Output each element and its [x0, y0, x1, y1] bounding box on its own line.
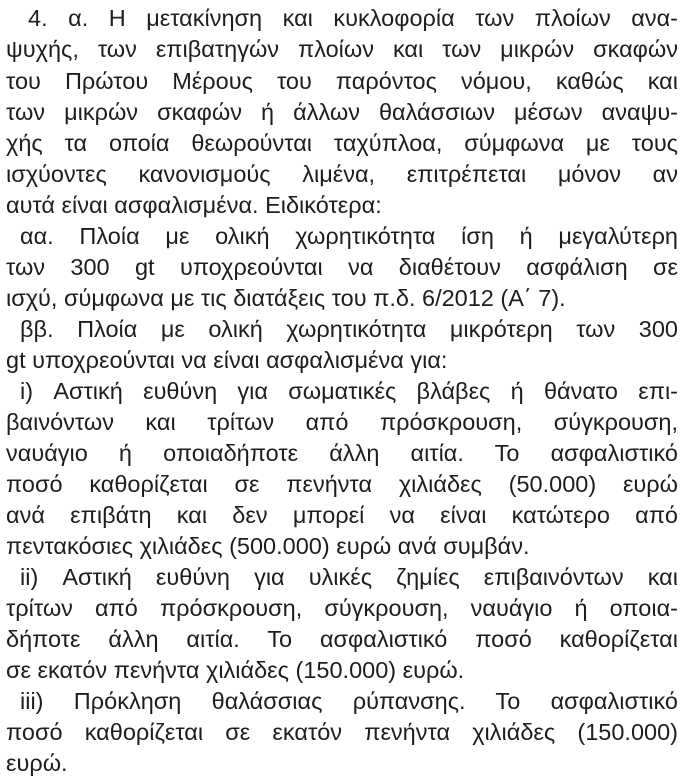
- paragraph-i-line-1: i) Αστική ευθύνη για σωματικές βλάβες ή θάνατο επι-: [20, 378, 678, 404]
- paragraph-ii-line-2: τρίτων από πρόσκρουση, σύγκρουση, ναυάγιο ή οποια-: [6, 595, 678, 621]
- paragraph-i-line-6: πεντακόσιες χιλιάδες (500.000) ευρώ ανά συμβάν.: [6, 533, 530, 559]
- paragraph-ii-line-4: σε εκατόν πενήντα χιλιάδες (150.000) ευρώ.: [6, 657, 465, 683]
- paragraph-1-line-6: ισχύοντες κανονισμούς λιμένα, επιτρέπεται μόνον αν: [6, 161, 678, 187]
- paragraph-1-line-4: των μικρών σκαφών ή άλλων θαλάσσιων μέσων αναψυ-: [6, 99, 678, 125]
- paragraph-1-line-3: του Πρώτου Μέρους του παρόντος νόμου, καθώς και: [6, 68, 678, 94]
- paragraph-1-line-7: αυτά είναι ασφαλισμένα. Ειδικότερα:: [6, 192, 382, 218]
- paragraph-1-line-2: ψυχής, των επιβατηγών πλοίων και των μικρών σκαφών: [6, 36, 678, 62]
- paragraph-iii-line-2: ποσό καθορίζεται σε εκατόν πενήντα χιλιάδες (150.000): [6, 719, 678, 745]
- paragraph-aa-line-1: αα. Πλοία με ολική χωρητικότητα ίση ή μεγαλύτερη: [20, 223, 678, 249]
- paragraph-iii-line-1: iii) Πρόκληση θαλάσσιας ρύπανσης. Το ασφαλιστικό: [20, 688, 678, 714]
- paragraph-i-line-3: ναυάγιο ή οποιαδήποτε άλλη αιτία. Το ασφαλιστικό: [6, 440, 678, 466]
- paragraph-aa-line-3: ισχύ, σύμφωνα με τις διατάξεις του π.δ. 6/2012 (Α΄ 7).: [6, 285, 566, 311]
- paragraph-bb-line-1: ββ. Πλοία με ολική χωρητικότητα μικρότερη των 300: [20, 316, 678, 342]
- paragraph-ii-line-3: δήποτε άλλη αιτία. Το ασφαλιστικό ποσό καθορίζεται: [6, 626, 678, 652]
- paragraph-aa-line-2: των 300 gt υποχρεούνται να διαθέτουν ασφάλιση σε: [6, 254, 678, 280]
- paragraph-i-line-4: ποσό καθορίζεται σε πενήντα χιλιάδες (50.000) ευρώ: [6, 471, 678, 497]
- paragraph-ii-line-1: ii) Αστική ευθύνη για υλικές ζημίες επιβαινόντων και: [20, 564, 678, 590]
- paragraph-1-line-1: 4. α. Η μετακίνηση και κυκλοφορία των πλοίων ανα-: [28, 5, 678, 31]
- paragraph-iii-line-3: ευρώ.: [6, 750, 68, 776]
- paragraph-bb-line-2: gt υποχρεούνται να είναι ασφαλισμένα για:: [6, 347, 448, 373]
- paragraph-i-line-2: βαινόντων και τρίτων από πρόσκρουση, σύγκρουση,: [6, 409, 678, 435]
- paragraph-i-line-5: ανά επιβάτη και δεν μπορεί να είναι κατώτερο από: [6, 502, 678, 528]
- paragraph-1-line-5: χής τα οποία θεωρούνται ταχύπλοα, σύμφωνα με τους: [6, 130, 678, 156]
